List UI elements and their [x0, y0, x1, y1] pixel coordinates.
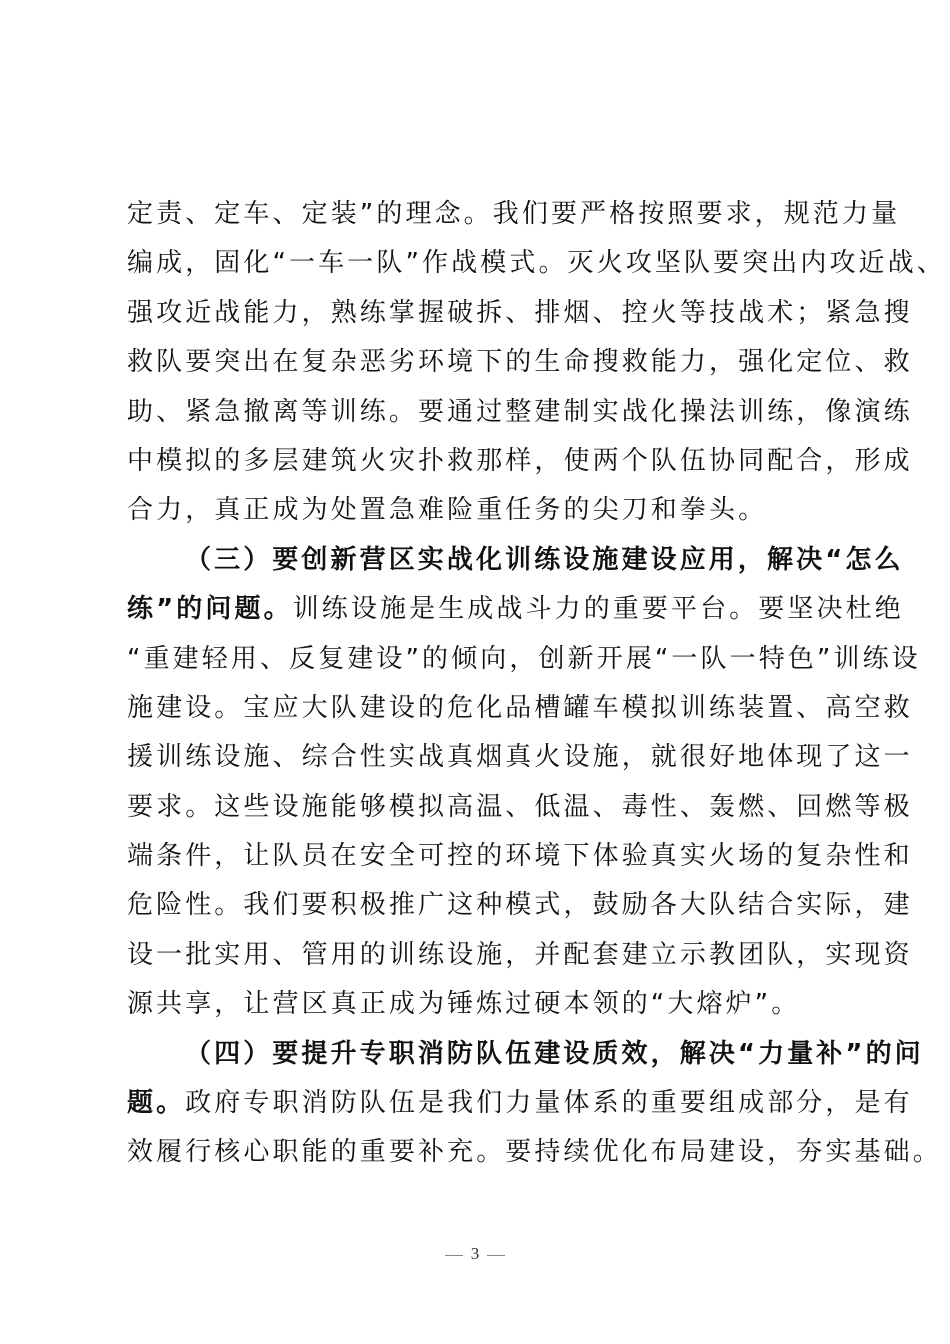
text-line — [127, 242, 946, 291]
text-line — [127, 489, 832, 538]
section-heading-text: 题。 — [127, 1088, 186, 1119]
text-segment: 定责、定车、定装”的理念。我们要严格按照要求，规范力量 — [127, 199, 901, 229]
text-segment: 中模拟的多层建筑火灾扑救那样，使两个队伍协同配合，形成 — [127, 445, 913, 476]
text-segment: 要求。这些设施能够模拟高温、低温、毒性、轰燃、回燃等极 — [127, 791, 913, 822]
text-line — [127, 193, 901, 242]
section-heading-text: 练”的问题。 — [127, 594, 293, 625]
text-line — [127, 391, 913, 440]
dash-right — [487, 1255, 505, 1256]
text-segment: “重建轻用、反复建设”的倾向，创新开展“一队一特色”训练设 — [127, 643, 921, 674]
section-heading-3 — [127, 539, 904, 588]
dash-left — [445, 1255, 463, 1256]
text-segment: 施建设。宝应大队建设的危化品槽罐车模拟训练装置、高空救 — [127, 692, 913, 723]
text-segment: 合力，真正成为处置急难险重任务的尖刀和拳头。 — [127, 495, 768, 526]
text-segment: 救队要突出在复杂恶劣环境下的生命搜救能力，强化定位、救 — [127, 347, 913, 378]
document-body — [127, 193, 946, 1181]
text-line — [127, 687, 913, 736]
text-line — [127, 588, 904, 637]
text-line — [127, 934, 913, 983]
text-segment: 政府专职消防队伍是我们力量体系的重要组成部分，是有 — [185, 1088, 913, 1119]
text-line — [127, 341, 913, 390]
text-segment: 效履行核心职能的重要补充。要持续优化布局建设，夯实基础。 — [127, 1137, 942, 1168]
text-line — [127, 638, 921, 687]
page-number: 3 — [470, 1244, 480, 1263]
section-heading-text: （三）要创新营区实战化训练设施建设应用，解决“怎么 — [185, 544, 904, 575]
text-line — [127, 292, 913, 341]
text-line — [127, 786, 913, 835]
text-segment: 危险性。我们要积极推广这种模式，鼓励各大队结合实际，建 — [127, 890, 913, 921]
text-segment: 设一批实用、管用的训练设施，并配套建立示教团队，实现资 — [127, 939, 913, 970]
text-segment: 端条件，让队员在安全可控的环境下体验真实火场的复杂性和 — [127, 841, 913, 872]
text-segment: 援训练设施、综合性实战真烟真火设施，就很好地体现了这一 — [127, 742, 913, 773]
text-line — [127, 835, 913, 884]
page-footer — [0, 1244, 950, 1264]
text-line — [127, 983, 832, 1032]
text-line — [127, 736, 913, 785]
text-segment: 强攻近战能力，熟练掌握破拆、排烟、控火等技战术；紧急搜 — [127, 297, 913, 328]
section-heading-text: （四）要提升专职消防队伍建设质效，解决“力量补”的问 — [185, 1038, 924, 1069]
text-segment: 源共享，让营区真正成为锤炼过硬本领的“大熔炉”。 — [127, 989, 801, 1020]
text-line — [127, 884, 913, 933]
text-segment: 编成，固化“一车一队”作战模式。灭火攻坚队要突出内攻近战、 — [127, 248, 946, 279]
text-segment: 训练设施是生成战斗力的重要平台。要坚决杜绝 — [292, 594, 904, 625]
section-heading-4 — [127, 1033, 924, 1082]
text-line — [127, 1131, 942, 1180]
text-segment: 助、紧急撤离等训练。要通过整建制实战化操法训练，像演练 — [127, 396, 913, 427]
text-line — [127, 1082, 913, 1131]
text-line — [127, 440, 913, 489]
